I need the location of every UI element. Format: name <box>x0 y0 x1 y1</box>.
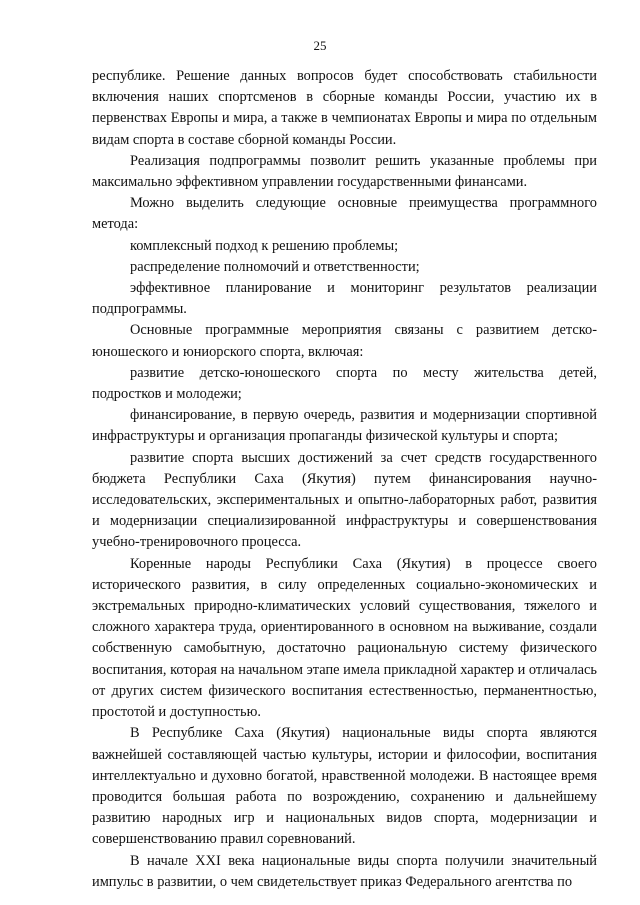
paragraph: В Республике Саха (Якутия) национальные виды спорта являются важнейшей составляющей частью культуры, истории и философии, воспитания интеллектуально и духовно богатой, нравственной молодежи. В настоящее время проводится большая работа по возрождению, сохранению и дальнейшему развитию народных игр и национальных видов спорта, модернизации и совершенствованию правил соревнований. <box>92 725 597 848</box>
paragraph: Коренные народы Республики Саха (Якутия) в процессе своего исторического развития, в силу определенных социально-экономических и экстремальных природно-климатических условий существования, тяжелого и сложного характера труда, ориентированного в основном на выживание, создали собственную самобытную, достаточно рациональную систему физического воспитания, которая на начальном этапе имела прикладной характер и отличалась от других систем физического воспитания естественностью, перманентностью, простотой и доступностью. <box>92 555 597 721</box>
list-item: развитие спорта высших достижений за счет средств государственного бюджета Республики Саха (Якутия) путем финансирования научно-исследовательских, экспериментальных и опытно-лабораторных работ, развития и модернизации специализированной инфраструктуры и совершенствования учебно-тренировочного процесса. <box>92 449 597 551</box>
paragraph: В начале XXI века национальные виды спорта получили значительный импульс в развитии, о чем свидетельствует приказ Федерального агентства по <box>92 852 597 890</box>
list-item: эффективное планирование и мониторинг результатов реализации подпрограммы. <box>92 280 597 318</box>
document-body <box>92 66 597 893</box>
page-number: 25 <box>313 38 327 53</box>
list-item: развитие детско-юношеского спорта по месту жительства детей, подростков и молодежи; <box>92 364 597 403</box>
paragraph: Основные программные мероприятия связаны с развитием детско-юношеского и юниорского спорта, включая: <box>92 322 597 360</box>
list-item: финансирование, в первую очередь, развития и модернизации спортивной инфраструктуры и организация пропаганды физической культуры и спорта; <box>92 407 597 445</box>
list-item: распределение полномочий и ответственности; <box>130 258 420 275</box>
paragraph: Можно выделить следующие основные преимущества программного метода: <box>92 195 597 233</box>
list-item: комплексный подход к решению проблемы; <box>130 237 399 254</box>
paragraph: Реализация подпрограммы позволит решить указанные проблемы при максимально эффективном управлении государственными финансами. <box>92 152 597 191</box>
paragraph: республике. Решение данных вопросов будет способствовать стабильности включения наших спортсменов в сборные команды России, участию их в первенствах Европы и мира, а также в чемпионатах Европы и мира по отдельным видам спорта в составе сборной команды России. <box>92 68 597 148</box>
